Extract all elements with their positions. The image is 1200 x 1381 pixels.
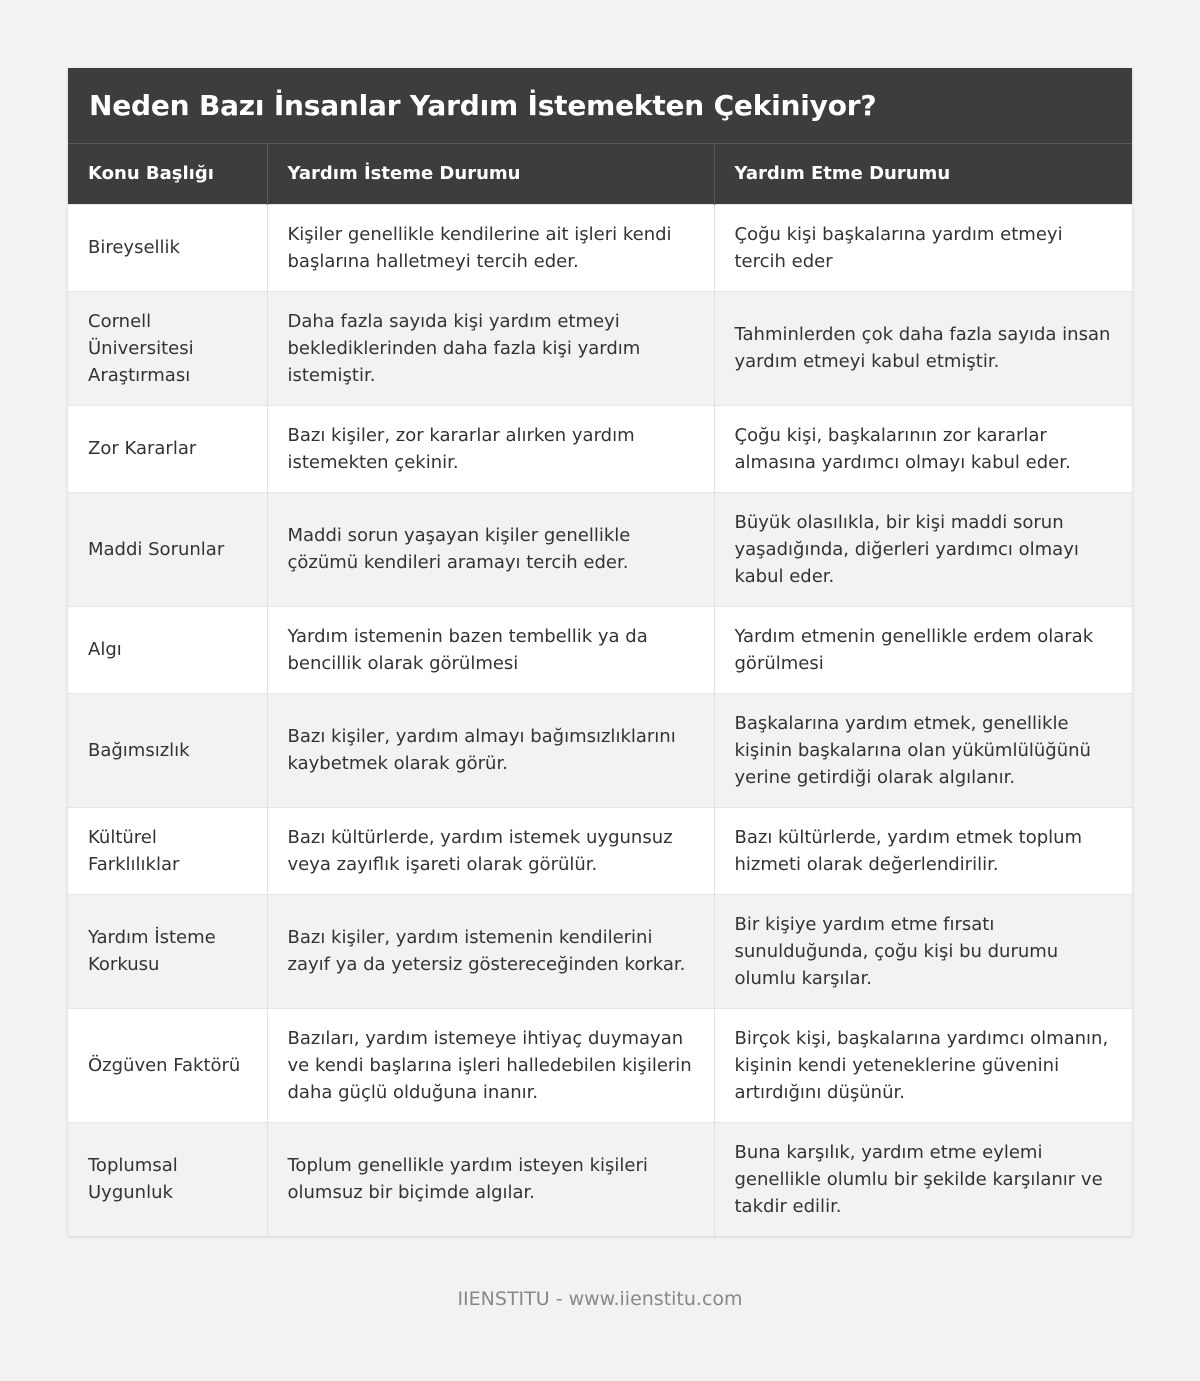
topic-cell: Toplumsal Uygunluk <box>68 1122 267 1236</box>
table-row <box>68 894 1132 1008</box>
table-body <box>68 204 1132 1236</box>
page-title: Neden Bazı İnsanlar Yardım İstemekten Çekiniyor? <box>89 89 877 122</box>
topic-cell: Kültürel Farklılıklar <box>68 807 267 894</box>
giving-help-cell: Tahminlerden çok daha fazla sayıda insan yardım etmeyi kabul etmiştir. <box>714 291 1132 405</box>
giving-help-cell: Bazı kültürlerde, yardım etmek toplum hizmeti olarak değerlendirilir. <box>714 807 1132 894</box>
table-row <box>68 405 1132 492</box>
topic-cell: Algı <box>68 606 267 693</box>
asking-help-cell: Bazı kişiler, yardım istemenin kendilerini zayıf ya da yetersiz göstereceğinden korkar. <box>267 894 714 1008</box>
column-header-giving-help: Yardım Etme Durumu <box>714 144 1132 204</box>
topic-cell: Zor Kararlar <box>68 405 267 492</box>
footer-credit: IIENSTITU - www.iienstitu.com <box>457 1288 743 1310</box>
asking-help-cell: Maddi sorun yaşayan kişiler genellikle çözümü kendileri aramayı tercih eder. <box>267 492 714 606</box>
column-header-topic: Konu Başlığı <box>68 144 267 204</box>
title-bar <box>68 68 1132 144</box>
topic-cell: Maddi Sorunlar <box>68 492 267 606</box>
asking-help-cell: Daha fazla sayıda kişi yardım etmeyi beklediklerinden daha fazla kişi yardım istemiştir. <box>267 291 714 405</box>
topic-cell: Özgüven Faktörü <box>68 1008 267 1122</box>
topic-cell: Cornell Üniversitesi Araştırması <box>68 291 267 405</box>
giving-help-cell: Yardım etmenin genellikle erdem olarak görülmesi <box>714 606 1132 693</box>
table-row <box>68 291 1132 405</box>
topic-cell: Bireysellik <box>68 204 267 291</box>
giving-help-cell: Başkalarına yardım etmek, genellikle kişinin başkalarına olan yükümlülüğünü yerine getirdiği olarak algılanır. <box>714 693 1132 807</box>
table-row <box>68 807 1132 894</box>
giving-help-cell: Çoğu kişi, başkalarının zor kararlar almasına yardımcı olmayı kabul eder. <box>714 405 1132 492</box>
giving-help-cell: Büyük olasılıkla, bir kişi maddi sorun yaşadığında, diğerleri yardımcı olmayı kabul eder. <box>714 492 1132 606</box>
topic-cell: Bağımsızlık <box>68 693 267 807</box>
comparison-table <box>68 144 1132 1236</box>
giving-help-cell: Buna karşılık, yardım etme eylemi genellikle olumlu bir şekilde karşılanır ve takdir edilir. <box>714 1122 1132 1236</box>
giving-help-cell: Bir kişiye yardım etme fırsatı sunulduğunda, çoğu kişi bu durumu olumlu karşılar. <box>714 894 1132 1008</box>
table-header <box>68 144 1132 204</box>
column-header-asking-help: Yardım İsteme Durumu <box>267 144 714 204</box>
asking-help-cell: Yardım istemenin bazen tembellik ya da bencillik olarak görülmesi <box>267 606 714 693</box>
giving-help-cell: Birçok kişi, başkalarına yardımcı olmanın, kişinin kendi yeteneklerine güvenini artırdığını düşünür. <box>714 1008 1132 1122</box>
table-row <box>68 606 1132 693</box>
asking-help-cell: Bazı kültürlerde, yardım istemek uygunsuz veya zayıflık işareti olarak görülür. <box>267 807 714 894</box>
asking-help-cell: Toplum genellikle yardım isteyen kişileri olumsuz bir biçimde algılar. <box>267 1122 714 1236</box>
table-row <box>68 1122 1132 1236</box>
asking-help-cell: Bazı kişiler, zor kararlar alırken yardım istemekten çekinir. <box>267 405 714 492</box>
table-row <box>68 492 1132 606</box>
table-card <box>68 68 1132 1236</box>
header-row <box>68 144 1132 204</box>
asking-help-cell: Bazı kişiler, yardım almayı bağımsızlıklarını kaybetmek olarak görür. <box>267 693 714 807</box>
asking-help-cell: Kişiler genellikle kendilerine ait işleri kendi başlarına halletmeyi tercih eder. <box>267 204 714 291</box>
giving-help-cell: Çoğu kişi başkalarına yardım etmeyi tercih eder <box>714 204 1132 291</box>
table-row <box>68 693 1132 807</box>
table-row <box>68 1008 1132 1122</box>
table-row <box>68 204 1132 291</box>
asking-help-cell: Bazıları, yardım istemeye ihtiyaç duymayan ve kendi başlarına işleri halledebilen kişilerin daha güçlü olduğuna inanır. <box>267 1008 714 1122</box>
topic-cell: Yardım İsteme Korkusu <box>68 894 267 1008</box>
